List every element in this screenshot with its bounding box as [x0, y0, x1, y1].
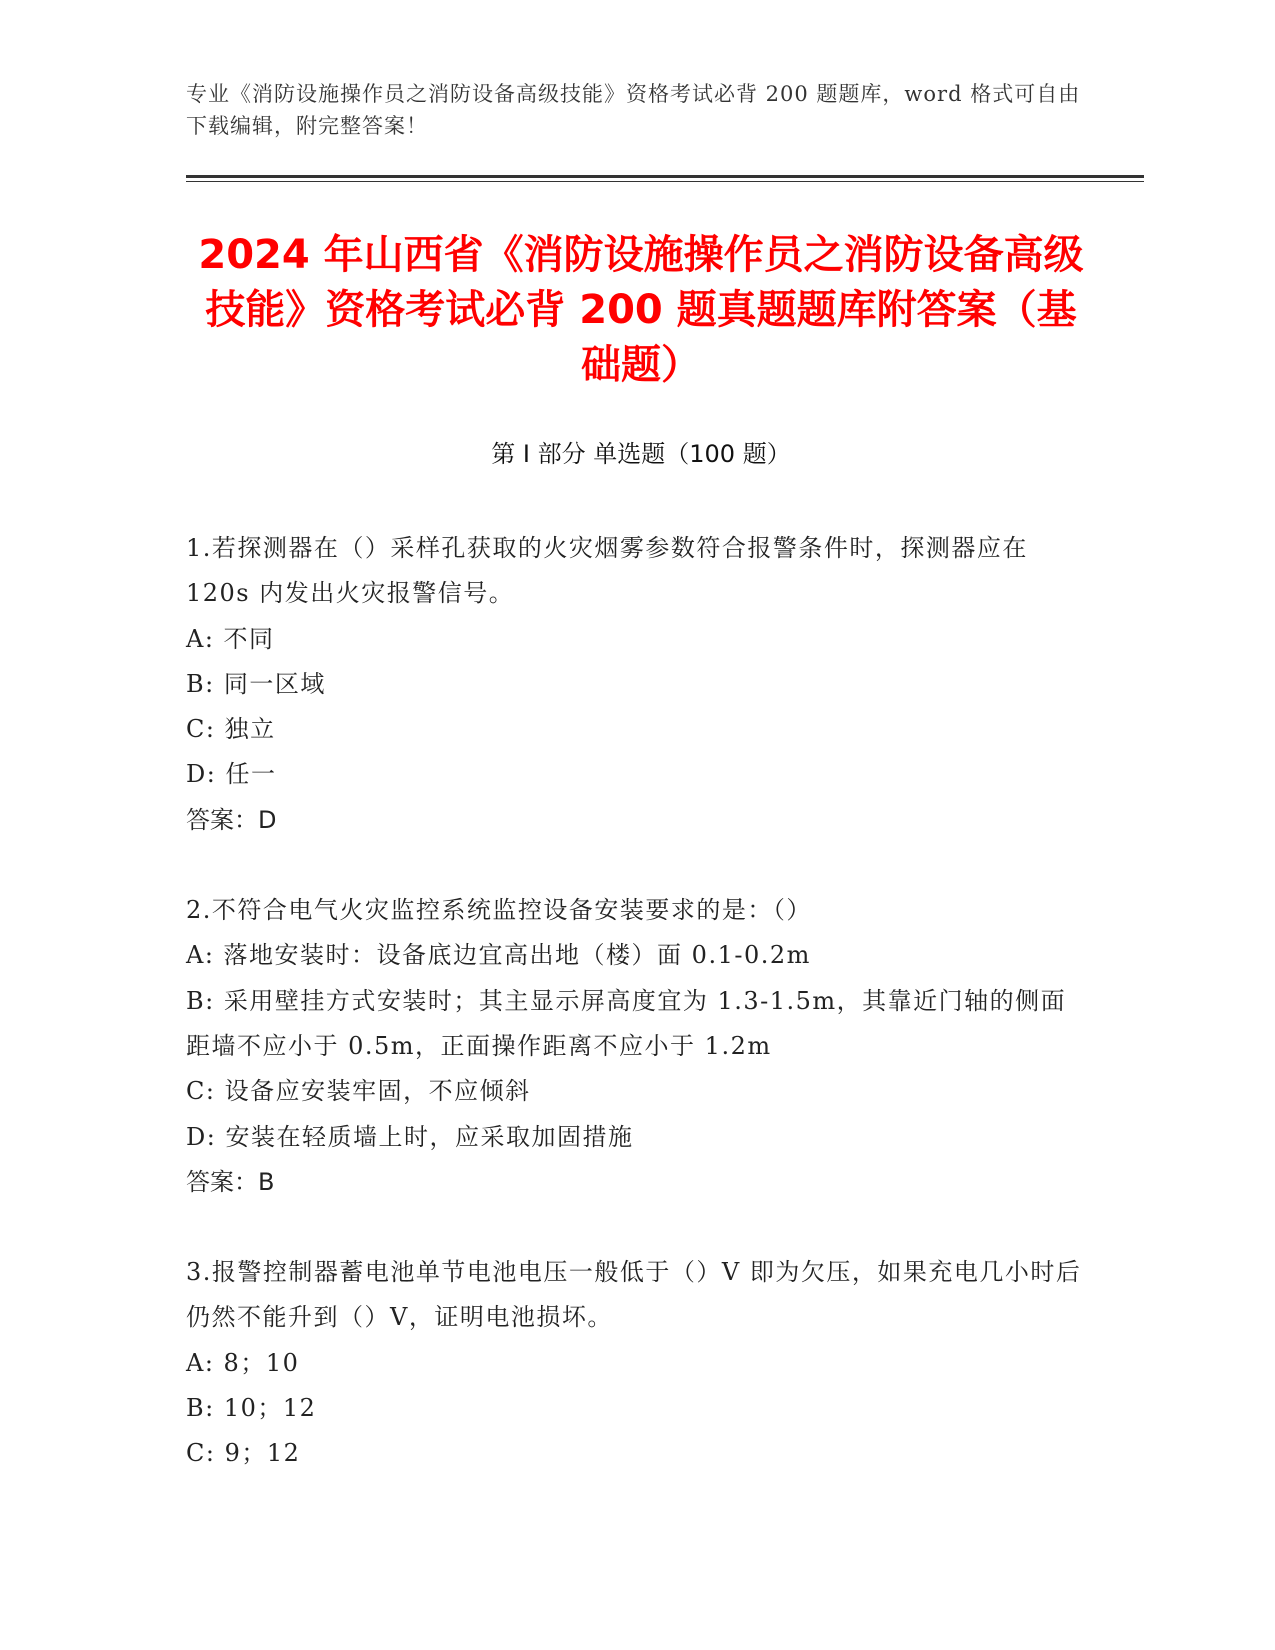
option-a: A: 8；10 — [186, 1348, 300, 1377]
answer-label: 答案：B — [186, 1167, 275, 1196]
option-a: A: 落地安装时：设备底边宜高出地（楼）面 0.1-0.2m — [186, 941, 811, 970]
option-c: C: 独立 — [186, 715, 276, 744]
option-a: A: 不同 — [186, 624, 275, 653]
option-d: D: 任一 — [186, 760, 277, 789]
option-c: C: 设备应安装牢固，不应倾斜 — [186, 1077, 531, 1106]
answer-label: 答案：D — [186, 805, 277, 834]
question-list — [186, 526, 1086, 1522]
option-b: B: 10；12 — [186, 1394, 317, 1423]
header-note: 专业《消防设施操作员之消防设备高级技能》资格考试必背 200 题题库，word 格式可自由下载编辑，附完整答案！ — [186, 82, 1081, 138]
question-stem: 3.报警控制器蓄电池单节电池电压一般低于（）V 即为欠压，如果充电几小时后仍然不能升到（）V，证明电池损坏。 — [186, 1258, 1082, 1332]
question-item — [186, 526, 1086, 843]
option-b: B: 同一区域 — [186, 669, 326, 698]
header-divider-thin — [186, 181, 1144, 182]
question-stem: 1.若探测器在（）采样孔获取的火灾烟雾参数符合报警条件时，探测器应在 120s 内发出火灾报警信号。 — [186, 534, 1028, 608]
option-d: D: 安装在轻质墙上时，应采取加固措施 — [186, 1122, 634, 1151]
option-b: B: 采用壁挂方式安装时；其主显示屏高度宜为 1.3-1.5m，其靠近门轴的侧面距墙不应小于 0.5m，正面操作距离不应小于 1.2m — [186, 986, 1067, 1060]
question-item — [186, 888, 1086, 1205]
section-heading: 第 I 部分 单选题（100 题） — [491, 440, 791, 468]
header-divider — [186, 175, 1144, 178]
document-title: 2024 年山西省《消防设施操作员之消防设备高级技能》资格考试必背 200 题真题题库附答案（基础题） — [198, 232, 1084, 388]
question-stem: 2.不符合电气火灾监控系统监控设备安装要求的是：（） — [186, 896, 812, 925]
option-c: C: 9；12 — [186, 1439, 301, 1468]
question-item — [186, 1250, 1086, 1476]
